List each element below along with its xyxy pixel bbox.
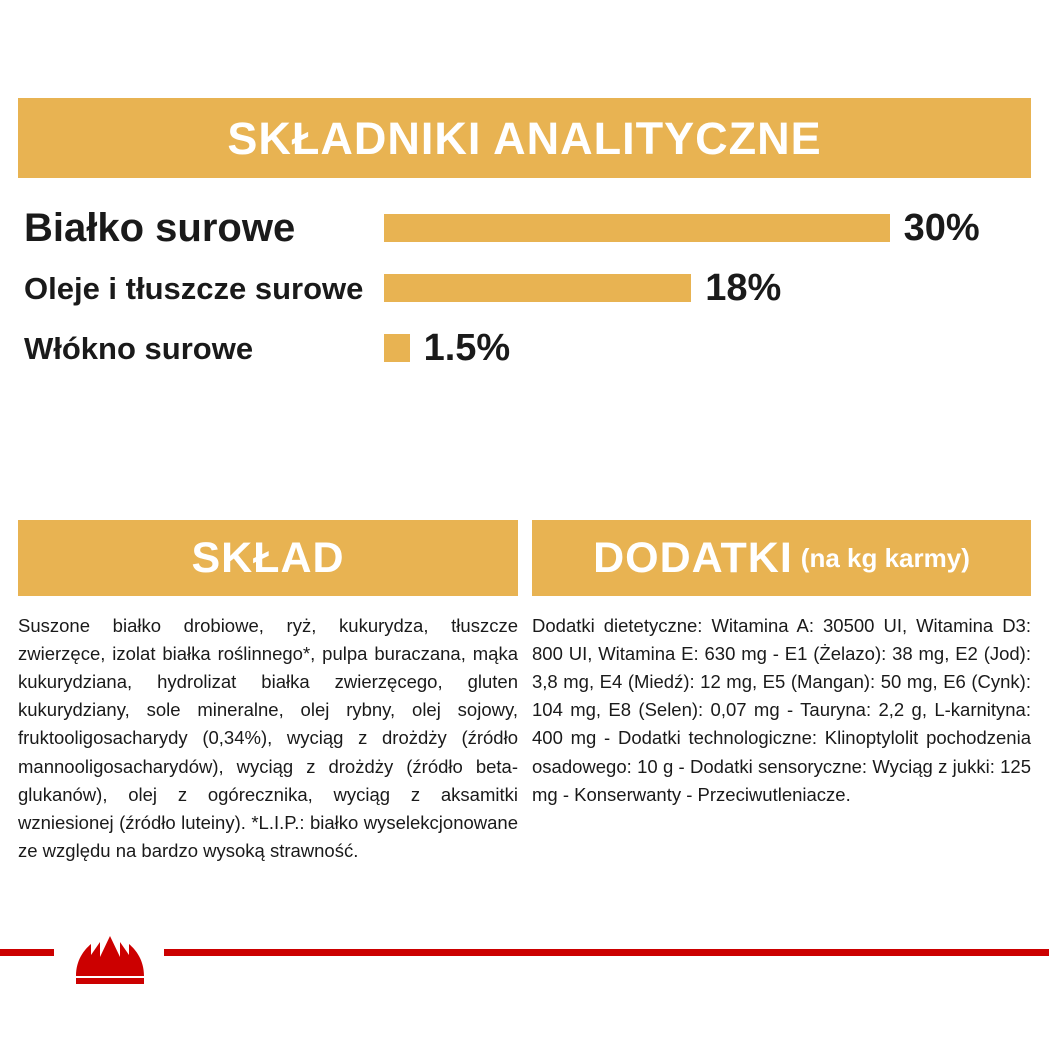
additives-subtitle: (na kg karmy) [800, 543, 970, 573]
analytical-constituents-title: SKŁADNIKI ANALITYCZNE [227, 112, 822, 164]
bar-row [24, 320, 1024, 376]
bar-label: Włókno surowe [24, 330, 254, 366]
additives-header [532, 520, 1031, 596]
composition-title: SKŁAD [191, 533, 345, 582]
royal-canin-crown-icon [70, 930, 150, 985]
bar-fill [384, 214, 890, 242]
additives-title: DODATKI [593, 533, 793, 582]
bar-track [384, 329, 1024, 367]
analytical-constituents-header [18, 98, 1031, 178]
bar-label: Oleje i tłuszcze surowe [24, 270, 364, 306]
bar-row [24, 260, 1024, 316]
bar-track [384, 209, 1024, 247]
bar-value: 18% [705, 267, 782, 309]
bar-fill [384, 274, 691, 302]
analytical-bar-chart [24, 200, 1024, 380]
composition-column [18, 520, 518, 865]
bar-fill [384, 334, 410, 362]
bar-value: 30% [903, 207, 980, 249]
bar-label: Białko surowe [24, 206, 296, 250]
footer-divider [0, 949, 1049, 956]
composition-text: Suszone białko drobiowe, ryż, kukurydza, tłuszcze zwierzęce, izolat białka roślinnego*, pulpa buraczana, mąka kukurydziana, hydrolizat białka zwierzęcego, gluten kukurydziany, sole mineralne, olej rybny, olej sojowy, fruktooligosacharydy (0,34%), wyciąg z drożdży (źródło mannooligosacharydów), wyciąg z drożdży (źródło beta-glukanów), olej z ogórecznika, wyciąg z aksamitki wzniesionej (źródło luteiny). *L.I.P.: białko wyselekcjonowane ze względu na bardzo wysoką strawność. [18, 615, 518, 861]
bar-track [384, 269, 1024, 307]
additives-column [532, 520, 1031, 809]
bar-value: 1.5% [423, 327, 511, 369]
composition-header [18, 520, 518, 596]
additives-text: Dodatki dietetyczne: Witamina A: 30500 UI, Witamina D3: 800 UI, Witamina E: 630 mg - E1 (Żelazo): 38 mg, E2 (Jod): 3,8 mg, E4 (Miedź): 12 mg, E5 (Mangan): 50 mg, E6 (Cynk): 104 mg, E8 (Selen): 0,07 mg - Tauryna: 2,2 g, L-karnityna: 400 mg - Dodatki technologiczne: Klinoptylolit pochodzenia osadowego: 10 g - Dodatki sensoryczne: Wyciąg z jukki: 125 mg - Konserwanty - Przeciwutleniacze. [532, 615, 1031, 805]
bar-row [24, 200, 1024, 256]
